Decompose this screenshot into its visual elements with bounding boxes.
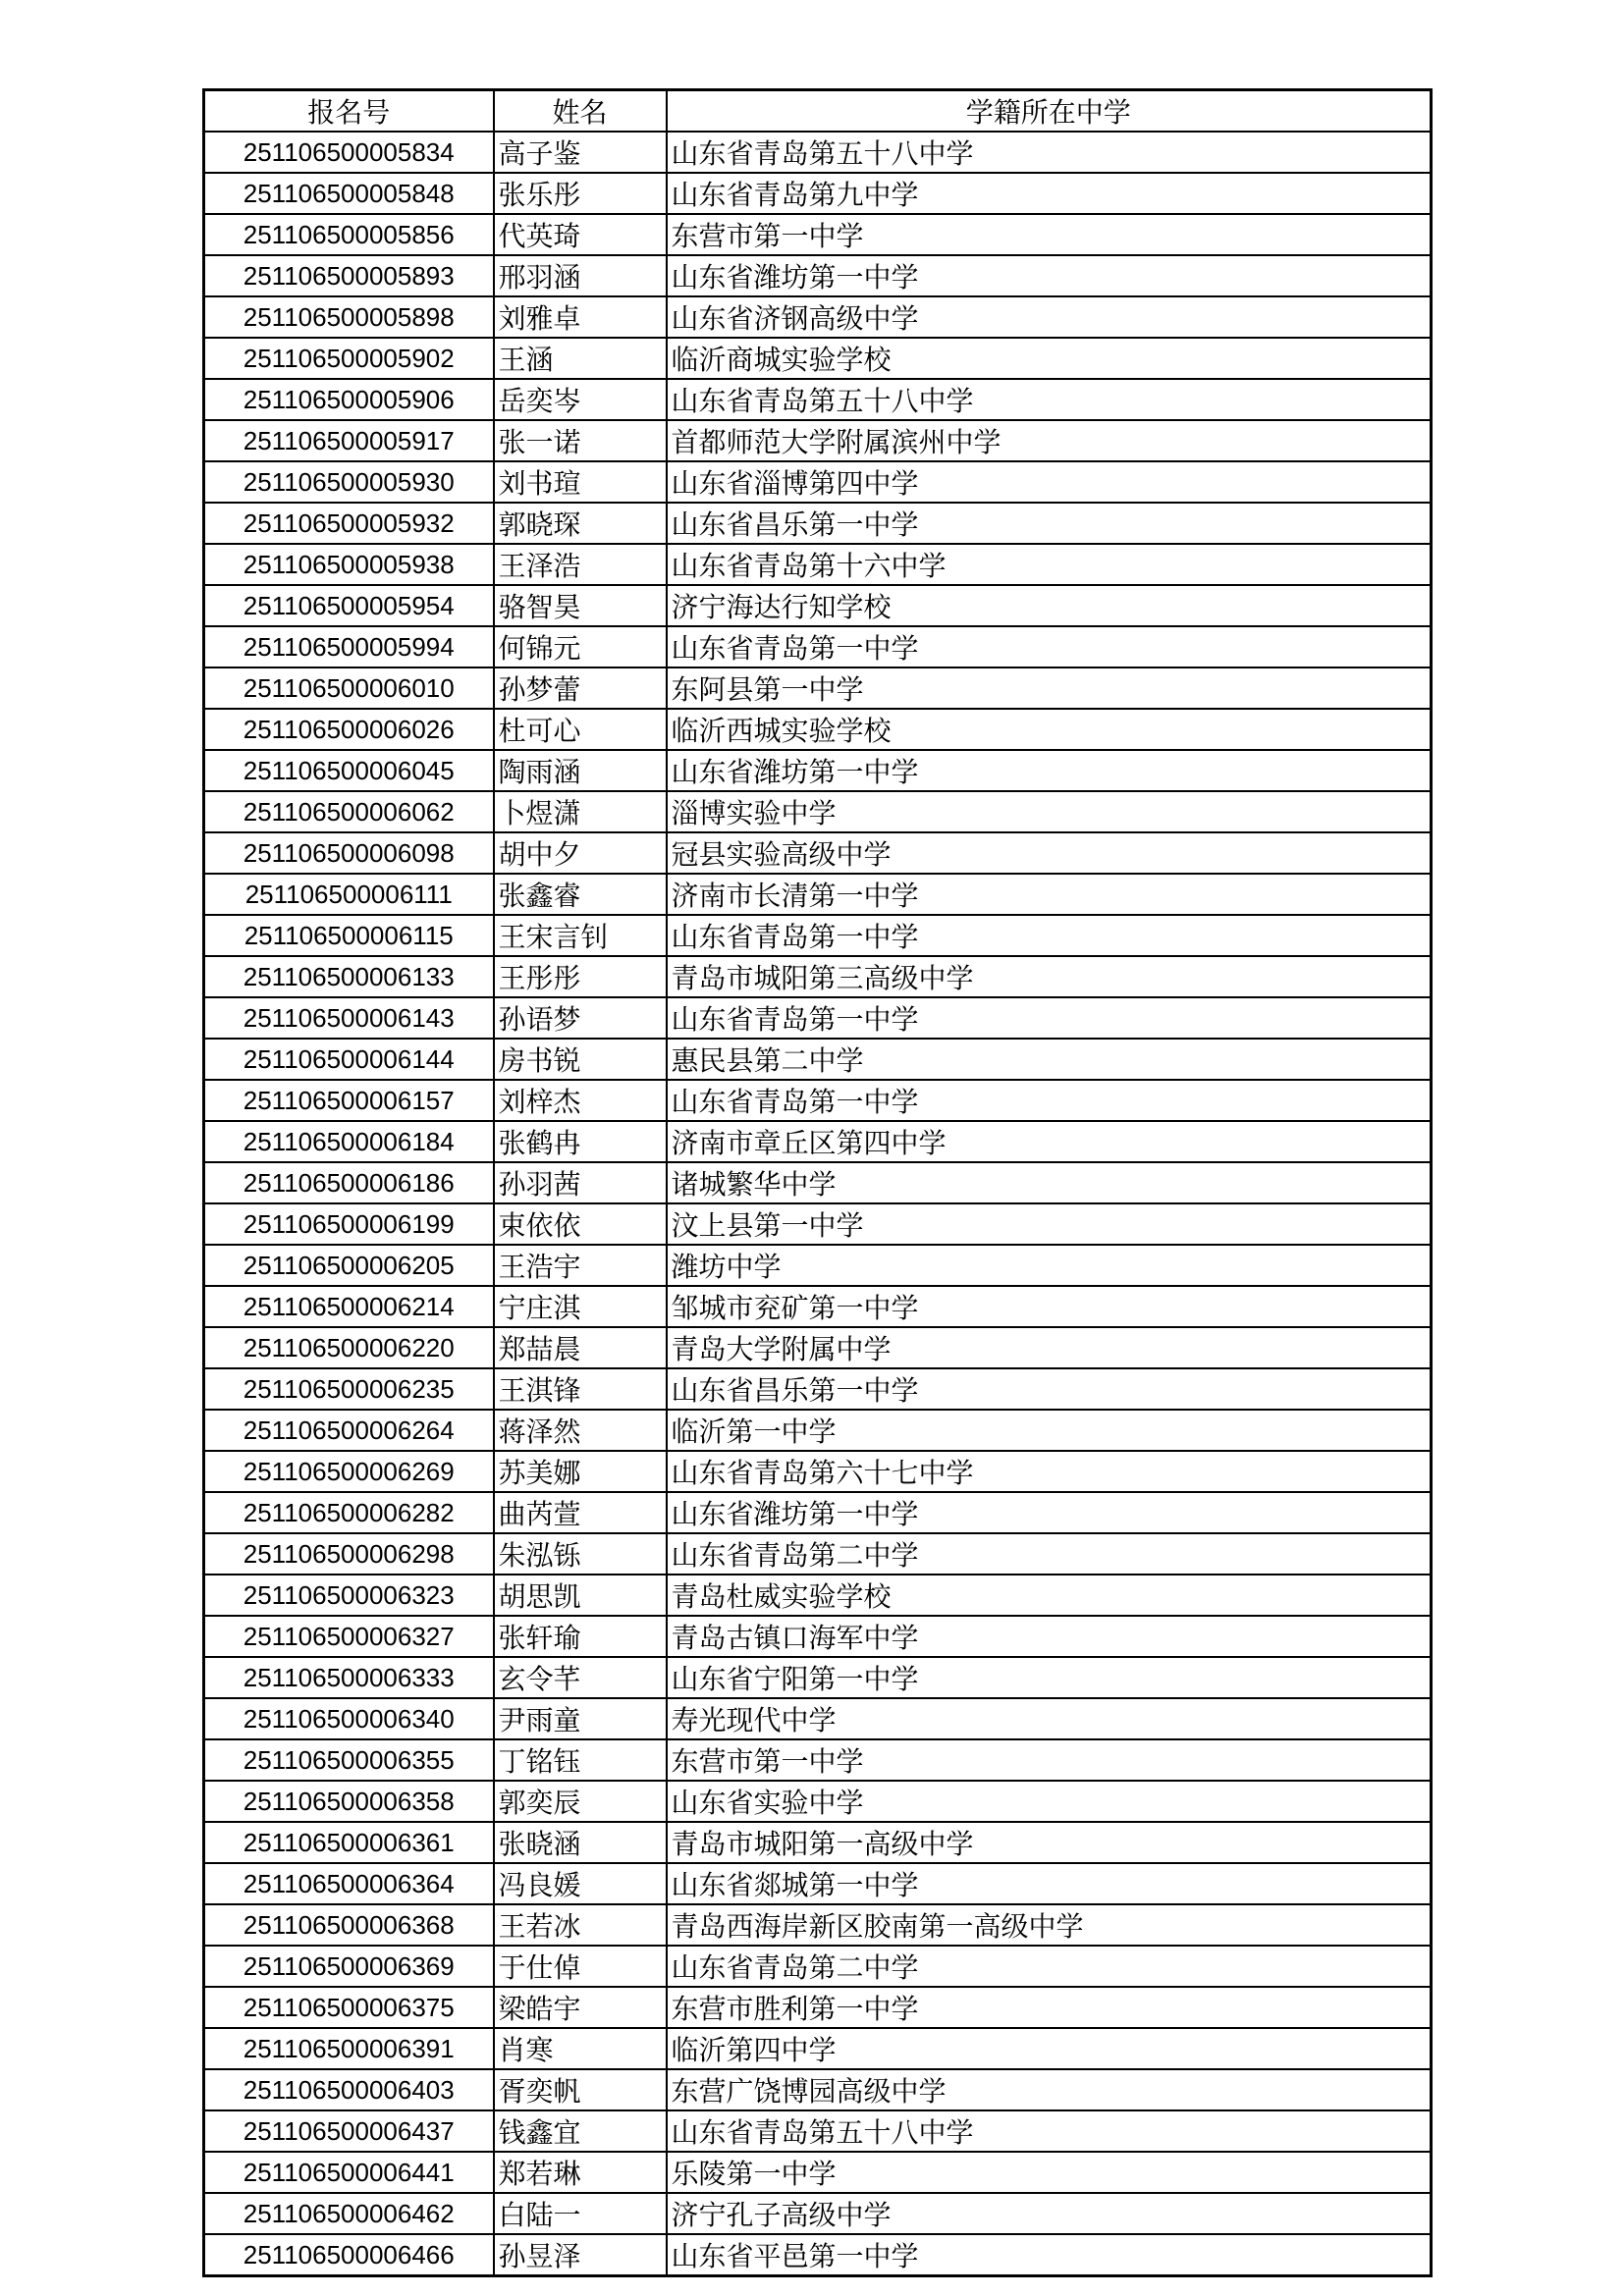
cell-id: 251106500006269 (204, 1451, 494, 1492)
cell-school: 青岛市城阳第三高级中学 (667, 956, 1432, 997)
cell-school: 东阿县第一中学 (667, 667, 1432, 709)
cell-id: 251106500006403 (204, 2069, 494, 2110)
cell-school: 汶上县第一中学 (667, 1203, 1432, 1245)
enrollment-table (202, 88, 1433, 2277)
cell-name: 陶雨涵 (494, 750, 667, 791)
cell-name: 胡思凯 (494, 1575, 667, 1616)
table-row (204, 1368, 1432, 1410)
table-row (204, 1121, 1432, 1162)
table-row (204, 2234, 1432, 2276)
table-row (204, 1616, 1432, 1657)
cell-id: 251106500005994 (204, 626, 494, 667)
cell-school: 临沂西城实验学校 (667, 709, 1432, 750)
cell-id: 251106500006199 (204, 1203, 494, 1245)
cell-id: 251106500006364 (204, 1863, 494, 1904)
cell-id: 251106500006205 (204, 1245, 494, 1286)
header-school: 学籍所在中学 (667, 90, 1432, 133)
table-row (204, 379, 1432, 420)
cell-school: 山东省实验中学 (667, 1781, 1432, 1822)
cell-name: 卜煜潇 (494, 791, 667, 832)
cell-school: 山东省青岛第一中学 (667, 1080, 1432, 1121)
cell-name: 胡中夕 (494, 832, 667, 874)
header-id: 报名号 (204, 90, 494, 133)
cell-school: 东营市第一中学 (667, 214, 1432, 255)
cell-name: 郑若琳 (494, 2152, 667, 2193)
cell-id: 251106500006111 (204, 874, 494, 915)
cell-id: 251106500006045 (204, 750, 494, 791)
table-row (204, 2110, 1432, 2152)
cell-id: 251106500005902 (204, 338, 494, 379)
cell-name: 高子鉴 (494, 132, 667, 173)
cell-id: 251106500005848 (204, 173, 494, 214)
cell-name: 郭晓琛 (494, 503, 667, 544)
cell-school: 青岛市城阳第一高级中学 (667, 1822, 1432, 1863)
cell-school: 山东省潍坊第一中学 (667, 1492, 1432, 1533)
cell-name: 郑喆晨 (494, 1327, 667, 1368)
cell-name: 刘书瑄 (494, 461, 667, 503)
cell-id: 251106500005898 (204, 296, 494, 338)
cell-name: 张鑫睿 (494, 874, 667, 915)
cell-name: 蒋泽然 (494, 1410, 667, 1451)
table-row (204, 214, 1432, 255)
table-row (204, 2028, 1432, 2069)
table-row (204, 1410, 1432, 1451)
cell-school: 山东省青岛第九中学 (667, 173, 1432, 214)
cell-id: 251106500006323 (204, 1575, 494, 1616)
cell-id: 251106500006441 (204, 2152, 494, 2193)
table-row (204, 997, 1432, 1039)
cell-school: 山东省青岛第一中学 (667, 997, 1432, 1039)
cell-id: 251106500006437 (204, 2110, 494, 2152)
cell-name: 孙昱泽 (494, 2234, 667, 2276)
cell-school: 青岛大学附属中学 (667, 1327, 1432, 1368)
table-row (204, 173, 1432, 214)
table-row (204, 132, 1432, 173)
table-row (204, 461, 1432, 503)
table-row (204, 1286, 1432, 1327)
table-row (204, 1781, 1432, 1822)
table-row (204, 2152, 1432, 2193)
table-row (204, 1863, 1432, 1904)
table-row (204, 1492, 1432, 1533)
cell-school: 惠民县第二中学 (667, 1039, 1432, 1080)
table-row (204, 750, 1432, 791)
table-row (204, 296, 1432, 338)
cell-id: 251106500006010 (204, 667, 494, 709)
cell-school: 寿光现代中学 (667, 1698, 1432, 1739)
cell-school: 冠县实验高级中学 (667, 832, 1432, 874)
cell-id: 251106500006133 (204, 956, 494, 997)
header-name: 姓名 (494, 90, 667, 133)
cell-name: 胥奕帆 (494, 2069, 667, 2110)
table-row (204, 1245, 1432, 1286)
cell-name: 曲芮萱 (494, 1492, 667, 1533)
table-row (204, 1739, 1432, 1781)
cell-id: 251106500006062 (204, 791, 494, 832)
cell-school: 山东省青岛第二中学 (667, 1946, 1432, 1987)
cell-name: 骆智昊 (494, 585, 667, 626)
cell-id: 251106500005856 (204, 214, 494, 255)
cell-id: 251106500006340 (204, 1698, 494, 1739)
cell-id: 251106500005917 (204, 420, 494, 461)
cell-school: 济宁孔子高级中学 (667, 2193, 1432, 2234)
cell-name: 朱泓铄 (494, 1533, 667, 1575)
table-row (204, 585, 1432, 626)
cell-name: 冯良媛 (494, 1863, 667, 1904)
table-row (204, 420, 1432, 461)
cell-id: 251106500006264 (204, 1410, 494, 1451)
cell-name: 肖寒 (494, 2028, 667, 2069)
cell-id: 251106500006186 (204, 1162, 494, 1203)
cell-name: 郭奕辰 (494, 1781, 667, 1822)
table-row (204, 1822, 1432, 1863)
cell-id: 251106500006391 (204, 2028, 494, 2069)
table-row (204, 1657, 1432, 1698)
cell-id: 251106500006298 (204, 1533, 494, 1575)
cell-name: 丁铭钰 (494, 1739, 667, 1781)
table-body (204, 132, 1432, 2276)
cell-id: 251106500006355 (204, 1739, 494, 1781)
cell-school: 邹城市兖矿第一中学 (667, 1286, 1432, 1327)
cell-id: 251106500006115 (204, 915, 494, 956)
cell-name: 张鹤冉 (494, 1121, 667, 1162)
table-row (204, 1946, 1432, 1987)
cell-id: 251106500006368 (204, 1904, 494, 1946)
table-row (204, 1451, 1432, 1492)
cell-name: 白陆一 (494, 2193, 667, 2234)
table-row (204, 1575, 1432, 1616)
cell-id: 251106500006157 (204, 1080, 494, 1121)
cell-id: 251106500005954 (204, 585, 494, 626)
cell-id: 251106500006184 (204, 1121, 494, 1162)
cell-name: 刘梓杰 (494, 1080, 667, 1121)
cell-school: 淄博实验中学 (667, 791, 1432, 832)
cell-school: 山东省平邑第一中学 (667, 2234, 1432, 2276)
cell-id: 251106500006143 (204, 997, 494, 1039)
cell-id: 251106500005938 (204, 544, 494, 585)
cell-name: 王泽浩 (494, 544, 667, 585)
table-row (204, 709, 1432, 750)
cell-school: 山东省青岛第一中学 (667, 915, 1432, 956)
cell-school: 青岛古镇口海军中学 (667, 1616, 1432, 1657)
table-row (204, 1039, 1432, 1080)
cell-name: 张晓涵 (494, 1822, 667, 1863)
cell-school: 山东省青岛第五十八中学 (667, 379, 1432, 420)
table-row (204, 2069, 1432, 2110)
cell-name: 代英琦 (494, 214, 667, 255)
cell-school: 山东省昌乐第一中学 (667, 1368, 1432, 1410)
table-row (204, 1080, 1432, 1121)
cell-school: 山东省潍坊第一中学 (667, 750, 1432, 791)
cell-name: 宁庄淇 (494, 1286, 667, 1327)
cell-name: 束依依 (494, 1203, 667, 1245)
table-row (204, 255, 1432, 296)
cell-name: 张乐彤 (494, 173, 667, 214)
table-row (204, 1698, 1432, 1739)
cell-id: 251106500006282 (204, 1492, 494, 1533)
table-row (204, 338, 1432, 379)
cell-school: 山东省青岛第二中学 (667, 1533, 1432, 1575)
cell-id: 251106500006235 (204, 1368, 494, 1410)
cell-name: 苏美娜 (494, 1451, 667, 1492)
table-row (204, 544, 1432, 585)
cell-school: 首都师范大学附属滨州中学 (667, 420, 1432, 461)
cell-id: 251106500006026 (204, 709, 494, 750)
cell-id: 251106500006327 (204, 1616, 494, 1657)
header-row (204, 90, 1432, 133)
table-row (204, 1987, 1432, 2028)
cell-name: 尹雨童 (494, 1698, 667, 1739)
cell-name: 玄令芊 (494, 1657, 667, 1698)
cell-school: 临沂第四中学 (667, 2028, 1432, 2069)
cell-name: 张轩瑜 (494, 1616, 667, 1657)
cell-name: 杜可心 (494, 709, 667, 750)
cell-id: 251106500005893 (204, 255, 494, 296)
cell-name: 于仕倬 (494, 1946, 667, 1987)
table-row (204, 1162, 1432, 1203)
table-row (204, 956, 1432, 997)
cell-school: 山东省青岛第五十八中学 (667, 132, 1432, 173)
cell-school: 山东省昌乐第一中学 (667, 503, 1432, 544)
cell-school: 潍坊中学 (667, 1245, 1432, 1286)
cell-school: 济南市长清第一中学 (667, 874, 1432, 915)
cell-school: 山东省郯城第一中学 (667, 1863, 1432, 1904)
cell-school: 乐陵第一中学 (667, 2152, 1432, 2193)
cell-id: 251106500006098 (204, 832, 494, 874)
cell-school: 青岛西海岸新区胶南第一高级中学 (667, 1904, 1432, 1946)
cell-name: 王宋言钊 (494, 915, 667, 956)
cell-name: 王若冰 (494, 1904, 667, 1946)
table-row (204, 1904, 1432, 1946)
cell-id: 251106500006369 (204, 1946, 494, 1987)
table-row (204, 1533, 1432, 1575)
table-row (204, 626, 1432, 667)
cell-school: 临沂第一中学 (667, 1410, 1432, 1451)
cell-name: 王涵 (494, 338, 667, 379)
cell-school: 青岛杜威实验学校 (667, 1575, 1432, 1616)
table-row (204, 667, 1432, 709)
cell-name: 王浩宇 (494, 1245, 667, 1286)
cell-name: 孙梦蕾 (494, 667, 667, 709)
cell-name: 邢羽涵 (494, 255, 667, 296)
cell-school: 山东省淄博第四中学 (667, 461, 1432, 503)
table-row (204, 1203, 1432, 1245)
cell-school: 东营广饶博园高级中学 (667, 2069, 1432, 2110)
cell-school: 山东省青岛第六十七中学 (667, 1451, 1432, 1492)
cell-school: 山东省青岛第十六中学 (667, 544, 1432, 585)
cell-school: 东营市第一中学 (667, 1739, 1432, 1781)
table-row (204, 2193, 1432, 2234)
cell-id: 251106500006214 (204, 1286, 494, 1327)
table-row (204, 503, 1432, 544)
cell-id: 251106500006144 (204, 1039, 494, 1080)
table-row (204, 1327, 1432, 1368)
cell-id: 251106500006361 (204, 1822, 494, 1863)
cell-name: 梁皓宇 (494, 1987, 667, 2028)
table-row (204, 791, 1432, 832)
cell-name: 何锦元 (494, 626, 667, 667)
cell-id: 251106500006466 (204, 2234, 494, 2276)
cell-id: 251106500006375 (204, 1987, 494, 2028)
cell-id: 251106500005930 (204, 461, 494, 503)
cell-name: 王淇锋 (494, 1368, 667, 1410)
cell-school: 东营市胜利第一中学 (667, 1987, 1432, 2028)
cell-id: 251106500006333 (204, 1657, 494, 1698)
cell-name: 张一诺 (494, 420, 667, 461)
cell-school: 济宁海达行知学校 (667, 585, 1432, 626)
cell-name: 王彤彤 (494, 956, 667, 997)
cell-school: 山东省青岛第一中学 (667, 626, 1432, 667)
cell-name: 岳奕岑 (494, 379, 667, 420)
table-row (204, 915, 1432, 956)
cell-school: 山东省济钢高级中学 (667, 296, 1432, 338)
cell-id: 251106500005932 (204, 503, 494, 544)
cell-name: 刘雅卓 (494, 296, 667, 338)
cell-name: 孙语梦 (494, 997, 667, 1039)
cell-id: 251106500006462 (204, 2193, 494, 2234)
cell-name: 孙羽茜 (494, 1162, 667, 1203)
cell-school: 临沂商城实验学校 (667, 338, 1432, 379)
cell-id: 251106500005834 (204, 132, 494, 173)
table-row (204, 832, 1432, 874)
table-row (204, 874, 1432, 915)
cell-school: 山东省青岛第五十八中学 (667, 2110, 1432, 2152)
cell-name: 钱鑫宜 (494, 2110, 667, 2152)
cell-school: 山东省宁阳第一中学 (667, 1657, 1432, 1698)
cell-name: 房书锐 (494, 1039, 667, 1080)
cell-id: 251106500006358 (204, 1781, 494, 1822)
cell-id: 251106500005906 (204, 379, 494, 420)
cell-school: 诸城繁华中学 (667, 1162, 1432, 1203)
cell-school: 济南市章丘区第四中学 (667, 1121, 1432, 1162)
cell-school: 山东省潍坊第一中学 (667, 255, 1432, 296)
cell-id: 251106500006220 (204, 1327, 494, 1368)
